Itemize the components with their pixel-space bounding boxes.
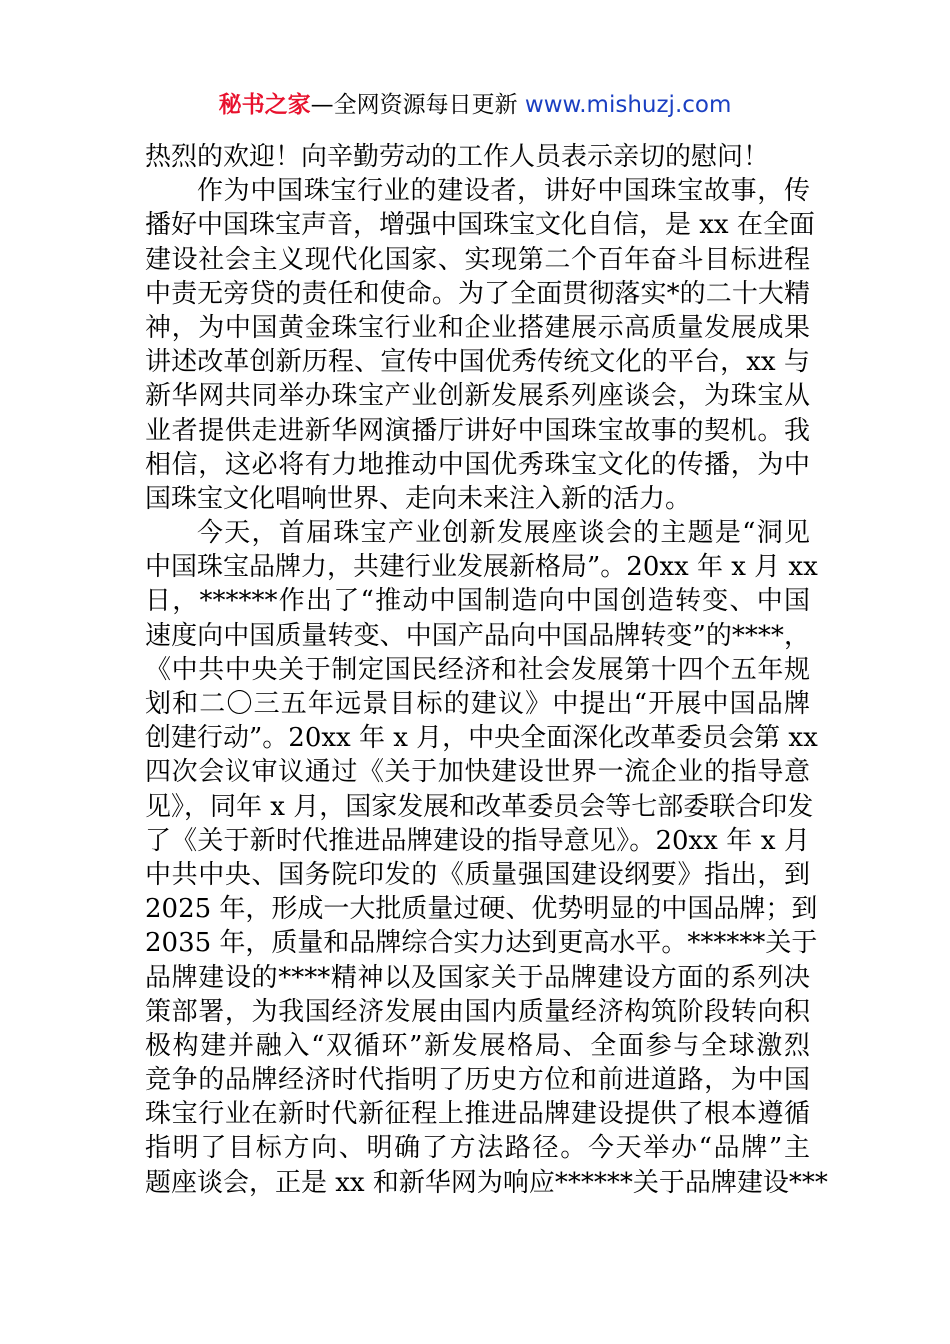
brand-name: 秘书之家: [218, 92, 311, 118]
header-tagline: 全网资源每日更新: [333, 92, 518, 118]
header-dash: —: [310, 92, 334, 118]
text-line: 珠宝行业在新时代新征程上推进品牌建设提供了根本遵循: [145, 1099, 810, 1130]
text-line: 中责无旁贷的责任和使命。为了全面贯彻落实*的二十大精: [145, 278, 810, 309]
text-line: 《中共中央关于制定国民经济和社会发展第十四个五年规: [145, 654, 810, 685]
text-line: 品牌建设的****精神以及国家关于品牌建设方面的系列决: [145, 962, 810, 993]
text-line: 日，******作出了“推动中国制造向中国创造转变、中国: [145, 586, 810, 617]
text-line: 中共中央、国务院印发的《质量强国建设纲要》指出，到: [145, 859, 810, 890]
text-line: 创建行动”。20xx 年 x 月，中央全面深化改革委员会第 xx: [145, 723, 818, 754]
text-line: 指明了目标方向、明确了方法路径。今天举办“品牌”主: [145, 1133, 810, 1164]
paragraph-start-line: 今天，首届珠宝产业创新发展座谈会的主题是“洞见: [197, 518, 810, 549]
text-line: 播好中国珠宝声音，增强中国珠宝文化自信，是 xx 在全面: [145, 210, 815, 241]
paragraph-start-line: 作为中国珠宝行业的建设者，讲好中国珠宝故事，传: [197, 176, 810, 207]
text-line: 热烈的欢迎！向辛勤劳动的工作人员表示亲切的慰问！: [145, 142, 770, 172]
text-line: 了《关于新时代推进品牌建设的指导意见》。20xx 年 x 月: [145, 825, 810, 856]
page-header: [0, 88, 950, 122]
text-line: 划和二〇三五年远景目标的建议》中提出“开展中国品牌: [145, 689, 810, 719]
text-line: 竞争的品牌经济时代指明了历史方位和前进道路，为中国: [145, 1065, 810, 1096]
website-link[interactable]: www.mishuzj.com: [524, 92, 732, 118]
text-line: 极构建并融入“双循环”新发展格局、全面参与全球激烈: [145, 1030, 810, 1061]
document-body: [145, 140, 828, 1200]
text-line: 讲述改革创新历程、宣传中国优秀传统文化的平台，xx 与: [145, 347, 810, 378]
text-line: 神，为中国黄金珠宝行业和企业搭建展示高质量发展成果: [145, 312, 810, 343]
paragraph-end-line: 国珠宝文化唱响世界、走向未来注入新的活力。: [145, 483, 692, 514]
text-line: 2035 年，质量和品牌综合实力达到更高水平。******关于: [145, 928, 818, 959]
text-line: 见》，同年 x 月，国家发展和改革委员会等七部委联合印发: [145, 791, 814, 822]
text-line: 建设社会主义现代化国家、实现第二个百年奋斗目标进程: [145, 244, 810, 275]
text-line: 业者提供走进新华网演播厅讲好中国珠宝故事的契机。我: [145, 415, 810, 446]
text-line: 2025 年，形成一大批质量过硬、优势明显的中国品牌；到: [145, 894, 818, 925]
text-line: 中国珠宝品牌力，共建行业发展新格局”。20xx 年 x 月 xx: [145, 552, 818, 583]
text-line: 题座谈会，正是 xx 和新华网为响应******关于品牌建设***: [145, 1167, 828, 1198]
text-line: 四次会议审议通过《关于加快建设世界一流企业的指导意: [145, 757, 810, 788]
text-line: 速度向中国质量转变、中国产品向中国品牌转变”的****，: [145, 620, 810, 651]
text-line: 策部署，为我国经济发展由国内质量经济构筑阶段转向积: [145, 996, 810, 1027]
text-line: 相信，这必将有力地推动中国优秀珠宝文化的传播，为中: [145, 449, 810, 480]
text-line: 新华网共同举办珠宝产业创新发展系列座谈会，为珠宝从: [145, 381, 810, 412]
